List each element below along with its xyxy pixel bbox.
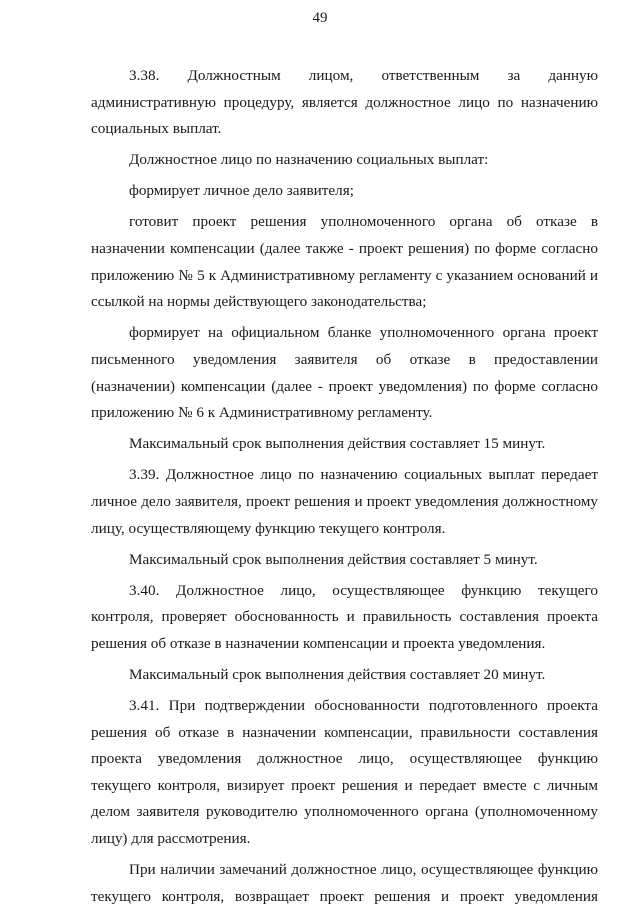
paragraph-3-40: 3.40. Должностное лицо, осуществляющее функцию текущего контроля, проверяет обоснованность и правильность составления проекта решения об отказе в назначении компенсации и проекта уведомления. [91, 581, 598, 652]
paragraph-max-time-20: Максимальный срок выполнения действия составляет 20 минут. [129, 665, 546, 683]
paragraph-prepares-decision: готовит проект решения уполномоченного органа об отказе в назначении компенсации (далее также - проект решения) по форме согласно приложению № 5 к Административному регламенту с указанием оснований и ссылкой на нормы действующего законодательства; [91, 213, 598, 311]
page-number: 49 [312, 10, 328, 26]
paragraph-3-41: 3.41. При подтверждении обоснованности подготовленного проекта решения об отказе в назначении компенсации, правильности составления проекта уведомления должностное лицо, осуществляющее функцию текущего контроля, визирует проект решения и передает вместе с личным делом заявителя руководителю уполномоченного органа (уполномоченному лицу) для рассмотрения. [91, 697, 598, 848]
paragraph-forms-file: формирует личное дело заявителя; [129, 182, 354, 200]
document-body [91, 63, 598, 910]
paragraph-forms-notification: формирует на официальном бланке уполномоченного органа проект письменного уведомления заявителя об отказе в предоставлении (назначении) компенсации (далее - проект уведомления) по форме согласно приложению № 6 к Административному регламенту. [91, 324, 598, 422]
paragraph-remarks: При наличии замечаний должностное лицо, осуществляющее функцию текущего контроля, возвращает проект решения и проект уведомления [91, 861, 598, 905]
paragraph-official-intro: Должностное лицо по назначению социальных выплат: [129, 151, 489, 169]
paragraph-max-time-15: Максимальный срок выполнения действия составляет 15 минут. [129, 435, 546, 453]
paragraph-max-time-5: Максимальный срок выполнения действия составляет 5 минут. [129, 550, 538, 568]
paragraph-3-39: 3.39. Должностное лицо по назначению социальных выплат передает личное дело заявителя, проект решения и проект уведомления должностному лицу, осуществляющему функцию текущего контроля. [91, 466, 598, 537]
paragraph-3-38: 3.38. Должностным лицом, ответственным за данную административную процедуру, является должностное лицо по назначению социальных выплат. [91, 67, 598, 138]
